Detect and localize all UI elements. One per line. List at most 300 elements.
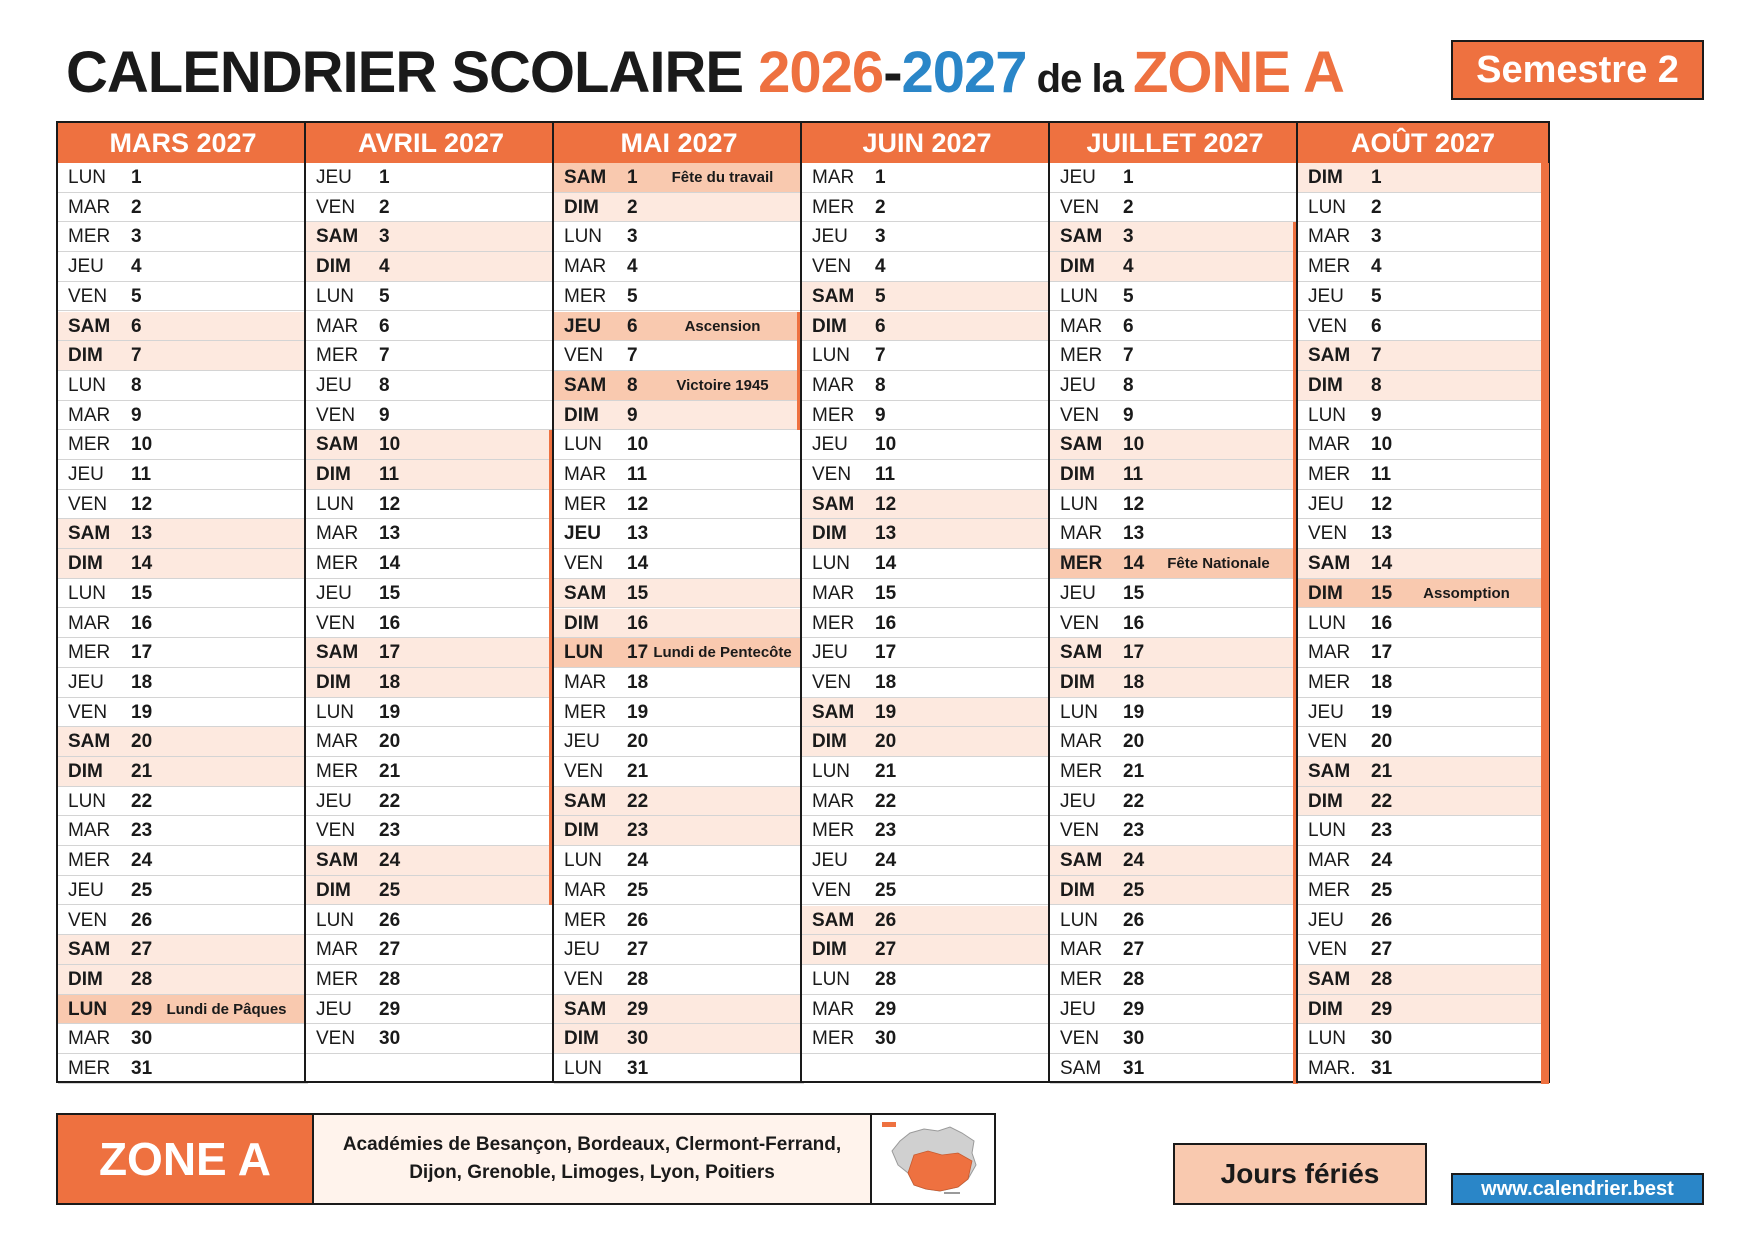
- day-number: 19: [875, 701, 897, 723]
- day-number: 28: [627, 968, 649, 990]
- day-name: SAM: [564, 790, 607, 812]
- day-name: DIM: [1308, 790, 1343, 812]
- holiday-label: Lundi de Pentecôte: [653, 644, 792, 662]
- day-number: 14: [379, 553, 401, 575]
- day-name: DIM: [564, 404, 599, 426]
- day-name: DIM: [1308, 998, 1343, 1020]
- day-number: 18: [131, 671, 153, 693]
- day-number: 2: [875, 196, 886, 218]
- month-header: MARS 2027: [58, 123, 308, 163]
- day-number: 7: [379, 345, 390, 367]
- day-number: 7: [627, 345, 638, 367]
- day-name: MER: [68, 850, 111, 872]
- day-row: [306, 430, 556, 460]
- day-list: [58, 163, 308, 1081]
- day-name: MER: [812, 612, 855, 634]
- day-list: [1298, 163, 1548, 1081]
- day-name: DIM: [1308, 167, 1343, 188]
- day-number: 10: [131, 434, 153, 456]
- day-number: 26: [1371, 909, 1393, 931]
- day-name: VEN: [1060, 820, 1100, 842]
- day-row: [802, 757, 1052, 787]
- holiday-row: [1298, 579, 1548, 609]
- day-number: 14: [627, 553, 649, 575]
- day-row: [554, 222, 804, 252]
- day-row: [58, 163, 308, 193]
- day-number: 10: [1371, 434, 1393, 456]
- day-number: 7: [1371, 345, 1382, 367]
- day-number: 30: [875, 1028, 897, 1050]
- day-name: JEU: [564, 731, 600, 753]
- day-name: VEN: [812, 464, 852, 485]
- day-row: [1298, 430, 1548, 460]
- day-number: 27: [131, 939, 153, 961]
- day-name: DIM: [1308, 582, 1343, 604]
- day-number: 1: [379, 167, 390, 188]
- day-row: [1298, 312, 1548, 342]
- day-number: 29: [1123, 998, 1145, 1020]
- day-name: LUN: [812, 761, 851, 782]
- day-row: [58, 401, 308, 431]
- day-number: 13: [627, 523, 649, 545]
- day-name: MER: [1308, 464, 1351, 485]
- day-name: MAR: [1308, 850, 1351, 872]
- day-name: MER: [316, 345, 359, 367]
- day-number: 12: [1123, 493, 1145, 515]
- day-number: 4: [875, 256, 886, 278]
- day-number: 24: [1371, 850, 1393, 872]
- day-number: 22: [131, 790, 153, 812]
- day-name: LUN: [564, 226, 603, 248]
- day-name: VEN: [316, 1028, 356, 1050]
- day-number: 28: [875, 968, 897, 990]
- day-name: VEN: [316, 404, 356, 426]
- day-name: VEN: [68, 701, 108, 723]
- day-row: [58, 371, 308, 401]
- day-name: MER: [1060, 345, 1103, 367]
- day-number: 21: [875, 761, 897, 782]
- day-name: LUN: [812, 968, 851, 990]
- day-name: DIM: [564, 612, 599, 634]
- day-number: 4: [379, 256, 390, 278]
- day-number: 30: [1123, 1028, 1145, 1050]
- day-row: [802, 698, 1052, 728]
- title-year-end: 2027: [901, 40, 1027, 105]
- day-name: LUN: [1308, 820, 1347, 842]
- day-number: 24: [875, 850, 897, 872]
- day-number: 11: [379, 464, 400, 485]
- day-row: [1298, 549, 1548, 579]
- day-row: [554, 965, 804, 995]
- day-name: VEN: [1308, 731, 1348, 753]
- day-number: 5: [1123, 285, 1134, 307]
- day-number: 6: [131, 315, 142, 337]
- day-name: SAM: [316, 642, 359, 664]
- day-name: MAR: [564, 464, 607, 485]
- day-row: [306, 579, 556, 609]
- day-name: LUN: [1308, 404, 1347, 426]
- day-name: SAM: [68, 939, 111, 961]
- day-row: [306, 787, 556, 817]
- day-number: 31: [1371, 1058, 1393, 1079]
- day-name: JEU: [1308, 285, 1344, 307]
- france-map-icon: [870, 1115, 994, 1203]
- day-number: 1: [627, 167, 638, 188]
- day-name: DIM: [68, 761, 103, 782]
- day-row: [1298, 401, 1548, 431]
- day-number: 12: [875, 493, 897, 515]
- month-column: [1296, 121, 1550, 1083]
- day-name: MAR: [68, 820, 111, 842]
- day-number: 3: [379, 226, 390, 248]
- day-number: 21: [627, 761, 649, 782]
- day-name: LUN: [68, 998, 108, 1020]
- day-name: LUN: [1308, 1028, 1347, 1050]
- day-row: [554, 282, 804, 312]
- day-name: MER: [68, 434, 111, 456]
- day-row: [1050, 490, 1300, 520]
- day-name: MER: [1060, 553, 1103, 575]
- day-row: [306, 490, 556, 520]
- day-row: [58, 1024, 308, 1054]
- day-number: 24: [1123, 850, 1145, 872]
- day-number: 25: [379, 879, 401, 901]
- day-row: [554, 1024, 804, 1054]
- day-number: 14: [1123, 553, 1145, 575]
- day-number: 9: [627, 404, 638, 426]
- day-name: LUN: [1060, 909, 1099, 931]
- day-row: [1298, 341, 1548, 371]
- day-row: [1298, 163, 1548, 193]
- day-name: LUN: [316, 909, 355, 931]
- day-row: [1050, 816, 1300, 846]
- day-name: MAR: [1060, 731, 1103, 753]
- day-row: [58, 816, 308, 846]
- day-number: 6: [627, 315, 638, 337]
- day-row: [554, 787, 804, 817]
- day-name: VEN: [1060, 196, 1100, 218]
- day-number: 25: [1371, 879, 1393, 901]
- day-name: LUN: [564, 434, 603, 456]
- day-row: [1298, 698, 1548, 728]
- day-number: 6: [1371, 315, 1382, 337]
- day-name: JEU: [564, 315, 601, 337]
- day-row: [1298, 1054, 1548, 1084]
- day-number: 1: [131, 167, 142, 188]
- day-name: MAR: [1308, 434, 1351, 456]
- day-row: [554, 193, 804, 223]
- day-row: [58, 906, 308, 936]
- day-name: SAM: [68, 315, 111, 337]
- day-number: 2: [131, 196, 142, 218]
- day-row: [802, 935, 1052, 965]
- day-name: SAM: [316, 434, 359, 456]
- page-title: [66, 38, 1344, 114]
- holiday-label: Fête du travail: [671, 169, 774, 186]
- day-number: 1: [1371, 167, 1382, 188]
- day-name: MER: [1308, 671, 1351, 693]
- day-number: 18: [1123, 671, 1145, 693]
- day-number: 6: [379, 315, 390, 337]
- month-column: [304, 121, 558, 1083]
- day-row: [1050, 787, 1300, 817]
- day-row: [58, 490, 308, 520]
- day-name: MAR: [316, 315, 359, 337]
- day-row: [306, 282, 556, 312]
- day-row: [58, 549, 308, 579]
- day-name: LUN: [564, 642, 604, 664]
- day-name: DIM: [812, 731, 847, 753]
- month-column: [800, 121, 1054, 1083]
- day-row: [802, 816, 1052, 846]
- day-name: MER: [68, 1058, 111, 1079]
- day-name: JEU: [316, 167, 352, 188]
- day-row: [58, 341, 308, 371]
- day-row: [802, 846, 1052, 876]
- day-name: LUN: [68, 374, 107, 396]
- day-name: MER: [812, 404, 855, 426]
- day-number: 22: [379, 790, 401, 812]
- day-row: [58, 787, 308, 817]
- day-number: 18: [1371, 671, 1393, 693]
- day-name: JEU: [1060, 167, 1096, 188]
- day-number: 16: [627, 612, 649, 634]
- day-name: SAM: [1308, 968, 1351, 990]
- day-name: MAR: [812, 582, 855, 604]
- day-name: JEU: [68, 879, 104, 901]
- map-legend-swatch: [882, 1122, 896, 1127]
- day-row: [802, 163, 1052, 193]
- day-number: 19: [379, 701, 401, 723]
- day-number: 23: [1371, 820, 1393, 842]
- day-row: [1298, 757, 1548, 787]
- day-row: [58, 460, 308, 490]
- day-row: [306, 519, 556, 549]
- month-header: JUIN 2027: [802, 123, 1052, 163]
- jours-feries-legend: Jours fériés: [1173, 1143, 1427, 1205]
- day-name: LUN: [68, 790, 107, 812]
- day-name: LUN: [316, 285, 355, 307]
- day-number: 18: [627, 671, 649, 693]
- day-name: MAR: [68, 612, 111, 634]
- day-name: MER: [1060, 761, 1103, 782]
- day-number: 20: [875, 731, 897, 753]
- day-number: 9: [1123, 404, 1134, 426]
- day-number: 11: [1123, 464, 1144, 485]
- day-row: [306, 1024, 556, 1054]
- day-row: [802, 282, 1052, 312]
- month-header: JUILLET 2027: [1050, 123, 1300, 163]
- day-row: [554, 876, 804, 906]
- day-number: 28: [1123, 968, 1145, 990]
- day-number: 5: [875, 285, 886, 307]
- day-row: [554, 846, 804, 876]
- day-row: [554, 935, 804, 965]
- day-number: 13: [1371, 523, 1393, 545]
- day-number: 31: [1123, 1058, 1145, 1079]
- day-number: 21: [131, 761, 153, 782]
- day-row: [1050, 638, 1300, 668]
- day-name: MAR: [316, 523, 359, 545]
- day-name: LUN: [812, 553, 851, 575]
- day-name: SAM: [564, 582, 607, 604]
- day-name: MAR.: [1308, 1058, 1356, 1079]
- day-number: 8: [131, 374, 142, 396]
- day-row: [58, 757, 308, 787]
- title-year-start: 2026: [758, 40, 884, 105]
- day-row: [802, 1024, 1052, 1054]
- day-name: JEU: [68, 464, 104, 485]
- day-row: [306, 252, 556, 282]
- day-number: 15: [875, 582, 897, 604]
- day-name: VEN: [68, 285, 108, 307]
- day-name: MER: [812, 196, 855, 218]
- day-number: 4: [1371, 256, 1382, 278]
- day-number: 25: [131, 879, 153, 901]
- day-name: VEN: [564, 761, 604, 782]
- day-name: VEN: [1308, 315, 1348, 337]
- day-row: [1298, 282, 1548, 312]
- day-number: 26: [875, 909, 897, 931]
- day-name: VEN: [68, 493, 108, 515]
- day-number: 24: [131, 850, 153, 872]
- day-row: [306, 846, 556, 876]
- day-number: 23: [379, 820, 401, 842]
- day-name: DIM: [316, 879, 351, 901]
- day-row: [1050, 371, 1300, 401]
- day-list: [306, 163, 556, 1081]
- day-row: [554, 906, 804, 936]
- zone-info-box: [56, 1113, 996, 1205]
- day-row: [802, 995, 1052, 1025]
- website-link[interactable]: www.calendrier.best: [1451, 1173, 1704, 1205]
- day-row: [1050, 341, 1300, 371]
- day-row: [306, 757, 556, 787]
- day-number: 25: [875, 879, 897, 901]
- day-number: 15: [379, 582, 401, 604]
- title-zone: ZONE A: [1132, 40, 1344, 105]
- day-name: MER: [68, 642, 111, 664]
- day-row: [306, 401, 556, 431]
- day-name: LUN: [316, 701, 355, 723]
- day-number: 30: [627, 1028, 649, 1050]
- day-name: MAR: [564, 671, 607, 693]
- day-number: 21: [1123, 761, 1145, 782]
- day-row: [554, 579, 804, 609]
- day-name: JEU: [1308, 493, 1344, 515]
- day-name: SAM: [1308, 761, 1351, 782]
- day-name: SAM: [1060, 1058, 1102, 1079]
- day-name: LUN: [1060, 493, 1099, 515]
- day-row: [1050, 906, 1300, 936]
- day-number: 29: [875, 998, 897, 1020]
- day-row: [1298, 965, 1548, 995]
- day-number: 8: [627, 374, 638, 396]
- title-dash: -: [883, 40, 902, 105]
- day-row: [58, 668, 308, 698]
- day-number: 17: [1371, 642, 1393, 664]
- day-number: 11: [875, 464, 896, 485]
- day-name: SAM: [1060, 434, 1103, 456]
- map-scale-bar: [944, 1192, 960, 1194]
- day-number: 27: [1371, 939, 1393, 961]
- day-number: 19: [627, 701, 649, 723]
- holiday-label: Ascension: [684, 317, 761, 335]
- day-row: [1298, 638, 1548, 668]
- day-name: DIM: [1060, 879, 1095, 901]
- day-row: [1050, 401, 1300, 431]
- day-row: [554, 401, 804, 431]
- day-row: [554, 727, 804, 757]
- day-row: [802, 727, 1052, 757]
- day-row: [58, 698, 308, 728]
- day-number: 24: [379, 850, 401, 872]
- day-row: [802, 519, 1052, 549]
- day-name: VEN: [1060, 404, 1100, 426]
- day-name: JEU: [1308, 909, 1344, 931]
- day-row: [1050, 1024, 1300, 1054]
- day-number: 27: [875, 939, 897, 961]
- day-row: [1050, 668, 1300, 698]
- day-number: 23: [875, 820, 897, 842]
- day-name: MAR: [68, 404, 111, 426]
- day-name: JEU: [1308, 701, 1344, 723]
- day-row: [1050, 876, 1300, 906]
- day-number: 27: [379, 939, 401, 961]
- day-row: [802, 906, 1052, 936]
- day-number: 14: [131, 553, 153, 575]
- day-row: [58, 1054, 308, 1084]
- day-number: 26: [627, 909, 649, 931]
- day-name: MAR: [1308, 642, 1351, 664]
- day-name: VEN: [1060, 612, 1100, 634]
- day-row: [802, 222, 1052, 252]
- month-column: [1048, 121, 1302, 1083]
- day-number: 26: [379, 909, 401, 931]
- month-column: [552, 121, 806, 1083]
- day-row: [554, 668, 804, 698]
- day-name: DIM: [68, 553, 103, 575]
- day-number: 17: [379, 642, 401, 664]
- day-row: [306, 906, 556, 936]
- day-row: [554, 430, 804, 460]
- day-row: [306, 609, 556, 639]
- day-name: MAR: [1060, 523, 1103, 545]
- day-number: 20: [379, 731, 401, 753]
- day-row: [58, 609, 308, 639]
- day-number: 3: [131, 226, 142, 248]
- day-name: VEN: [564, 553, 604, 575]
- day-number: 22: [627, 790, 649, 812]
- day-number: 17: [1123, 642, 1145, 664]
- day-row: [802, 430, 1052, 460]
- day-name: DIM: [564, 1028, 599, 1050]
- day-number: 14: [875, 553, 897, 575]
- day-name: MAR: [316, 939, 359, 961]
- map-zone-a-region: [908, 1151, 972, 1191]
- day-name: LUN: [564, 850, 603, 872]
- day-name: MAR: [316, 731, 359, 753]
- day-row: [802, 609, 1052, 639]
- day-number: 13: [379, 523, 401, 545]
- day-row: [1298, 816, 1548, 846]
- day-number: 15: [131, 582, 153, 604]
- day-name: LUN: [1060, 701, 1099, 723]
- holiday-row: [58, 995, 308, 1025]
- day-number: 20: [131, 731, 153, 753]
- day-name: MER: [812, 1028, 855, 1050]
- day-name: MER: [564, 493, 607, 515]
